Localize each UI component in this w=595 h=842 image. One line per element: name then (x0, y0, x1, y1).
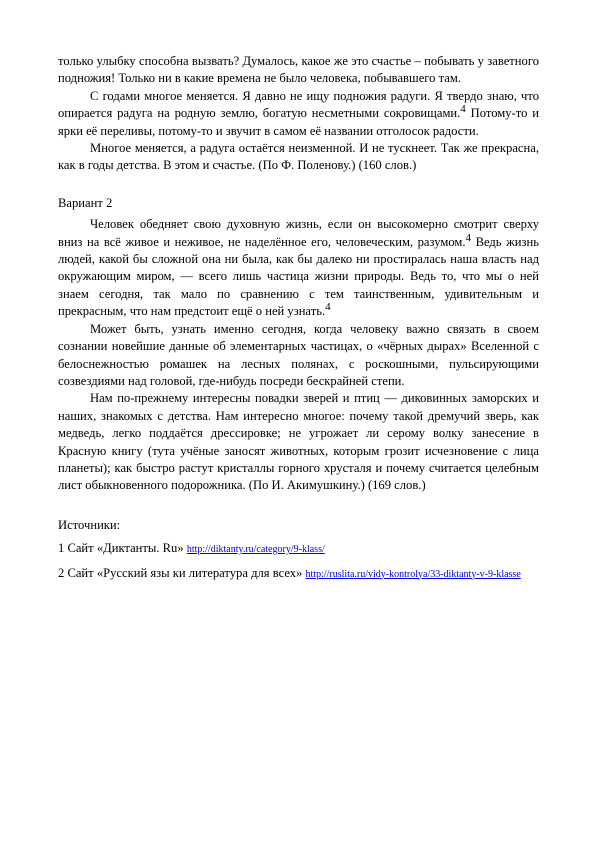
sources-heading: Источники: (58, 517, 121, 532)
paragraph-text: Потому-то и ярки её переливы, потому-то и звучит в самом её названии отголосок радости. (58, 106, 539, 138)
source-label: 2 Сайт «Русский язы ки литература для всех» (58, 565, 303, 580)
paragraph-maybe-today: Может быть, узнать именно сегодня, когда человеку важно связать в своем сознании новейшие данные об элементарных частицах, о «чёрных дырах» Вселенной с белоснежностью ромашек на лесных полянах, с роскошными, пульсирующими созвездиями над головой, где-нибудь посреди бескрайней степи. (58, 321, 539, 388)
source-label: 1 Сайт «Диктанты. Ru» (58, 541, 184, 556)
paragraph-rainbow-earth (58, 88, 539, 140)
footnote-marker: 4 (465, 231, 472, 244)
variant-heading: Вариант 2 (58, 195, 113, 210)
source-item-2 (58, 565, 539, 583)
source-link[interactable]: http://diktanty.ru/category/9-klass/ (186, 544, 325, 556)
source-link[interactable]: http://ruslita.ru/vidy-kontrolya/33-diktanty-v-9-klasse (305, 568, 521, 580)
source-item-1 (58, 540, 539, 558)
spacer (58, 495, 539, 517)
document-body (58, 53, 539, 589)
paragraph-spiritual-life (58, 216, 539, 320)
paragraph-animals: Нам по-прежнему интересны повадки зверей и птиц — диковинных заморских и наших, знакомых с детства. Нам интересно многое: почему такой дремучий зверь, как медведь, легко поддаётся дрессировке; не угрожает ли серому волку занесение в Красную книгу (тута учёные заносят животных, которым грозит исчезновение с лица планеты); как быстро растут кристаллы горного хрусталя и почему считается целебным лист обыкновенного подорожника. (По И. Акимушкину.) (169 слов.) (58, 391, 539, 493)
footnote-marker: 4 (325, 301, 331, 314)
paragraph-rainbow-unchanged: Многое меняется, а радуга остаётся неизменной. И не тускнеет. Так же прекрасна, как в годы детства. В этом и счастье. (По Ф. Поленову.) (160 слов.) (58, 141, 539, 173)
paragraph-text: С годами многое меняется. Я давно не ищу подножия радуги. Я твердо знаю, что опирается радуга на родную землю, богатую несметными сокровищами. (58, 88, 539, 121)
footnote-marker: 4 (460, 103, 466, 116)
spacer (58, 175, 539, 195)
paragraph-text: Ведь жизнь людей, какой бы сложной она ни была, как бы далеко ни простиралась наша власть над окружающим миром, — всего лишь частица жизни природы. Ведь то, что мы о ней знаем сегодня, так мало по сравнению с тем таинственным, удивительным и прекрасным, что нам предстоит ещё о ней узнать. (58, 234, 540, 319)
paragraph-text: Человек обедняет свою духовную жизнь, если он высокомерно смотрит сверху вниз на всё живое и неживое, не наделённое его, человеческим, разумом. (58, 217, 539, 249)
paragraph-continuation: только улыбку способна вызвать? Думалось, какое же это счастье – побывать у заветного подножия! Только ни в какие времена не было человека, побывавшего там. (58, 54, 539, 86)
